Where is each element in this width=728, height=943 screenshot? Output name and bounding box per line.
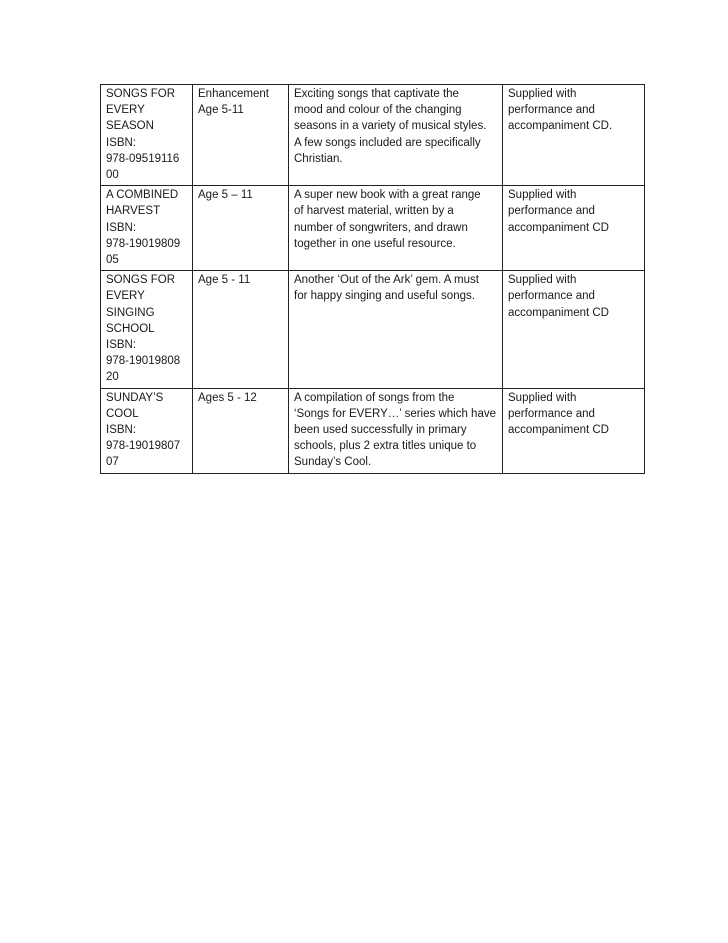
isbn-number: 20 bbox=[106, 371, 119, 384]
isbn-number: 978-19019809 bbox=[106, 237, 181, 250]
description-line: ‘Songs for EVERY…’ series which have bbox=[294, 407, 496, 420]
description-line: together in one useful resource. bbox=[294, 237, 456, 250]
age-cell bbox=[193, 186, 289, 271]
table-row bbox=[101, 271, 645, 388]
table-row bbox=[101, 85, 645, 186]
supplied-line: Supplied with bbox=[508, 391, 577, 404]
table-row bbox=[101, 186, 645, 271]
isbn-label: ISBN: bbox=[106, 221, 137, 234]
title-line: SONGS FOR bbox=[106, 274, 176, 287]
description-line: of harvest material, written by a bbox=[294, 205, 454, 218]
title-cell bbox=[101, 388, 193, 473]
supplied-line: performance and bbox=[508, 290, 595, 303]
isbn-number: 07 bbox=[106, 456, 119, 469]
age-line: Enhancement bbox=[198, 88, 269, 100]
age-cell bbox=[193, 85, 289, 186]
title-line: SINGING bbox=[106, 306, 155, 319]
age-cell bbox=[193, 271, 289, 388]
supplied-cell bbox=[503, 85, 645, 186]
supplied-cell bbox=[503, 271, 645, 388]
age-cell bbox=[193, 388, 289, 473]
title-line: SCHOOL bbox=[106, 322, 155, 335]
age-line: Age 5-11 bbox=[198, 104, 244, 117]
isbn-number: 00 bbox=[106, 169, 119, 182]
title-line: SUNDAY’S bbox=[106, 391, 164, 404]
isbn-number: 978-19019807 bbox=[106, 440, 181, 453]
title-line: SONGS FOR bbox=[106, 88, 176, 100]
description-line: A super new book with a great range bbox=[294, 189, 481, 202]
age-line: Age 5 - 11 bbox=[198, 274, 251, 287]
supplied-line: accompaniment CD bbox=[508, 424, 609, 437]
supplied-cell bbox=[503, 388, 645, 473]
supplied-line: accompaniment CD bbox=[508, 306, 609, 319]
isbn-label: ISBN: bbox=[106, 136, 137, 149]
description-line: Christian. bbox=[294, 152, 343, 165]
isbn-number: 05 bbox=[106, 254, 119, 267]
isbn-number: 978-19019808 bbox=[106, 355, 181, 368]
title-line: HARVEST bbox=[106, 205, 161, 218]
description-line: been used successfully in primary bbox=[294, 424, 467, 437]
description-line: Sunday’s Cool. bbox=[294, 456, 372, 469]
description-cell bbox=[289, 186, 503, 271]
description-cell bbox=[289, 388, 503, 473]
table-row bbox=[101, 388, 645, 473]
supplied-line: accompaniment CD bbox=[508, 221, 609, 234]
supplied-cell bbox=[503, 186, 645, 271]
supplied-line: Supplied with bbox=[508, 274, 577, 287]
title-cell bbox=[101, 85, 193, 186]
description-cell bbox=[289, 271, 503, 388]
title-line: SEASON bbox=[106, 120, 154, 133]
title-cell bbox=[101, 186, 193, 271]
description-line: seasons in a variety of musical styles. bbox=[294, 120, 487, 133]
age-line: Age 5 – 11 bbox=[198, 189, 253, 202]
description-line: mood and colour of the changing bbox=[294, 104, 462, 117]
description-line: Exciting songs that captivate the bbox=[294, 88, 459, 100]
description-line: A compilation of songs from the bbox=[294, 391, 455, 404]
isbn-label: ISBN: bbox=[106, 339, 137, 352]
title-line: A COMBINED bbox=[106, 189, 179, 202]
description-line: for happy singing and useful songs. bbox=[294, 290, 475, 303]
isbn-number: 978-09519116 bbox=[106, 152, 180, 165]
supplied-line: Supplied with bbox=[508, 88, 577, 100]
songbook-table bbox=[100, 84, 645, 474]
isbn-label: ISBN: bbox=[106, 424, 137, 437]
supplied-line: performance and bbox=[508, 104, 595, 117]
description-line: A few songs included are specifically bbox=[294, 136, 481, 149]
age-line: Ages 5 - 12 bbox=[198, 391, 257, 404]
description-line: number of songwriters, and drawn bbox=[294, 221, 468, 234]
title-cell bbox=[101, 271, 193, 388]
title-line: EVERY bbox=[106, 104, 145, 117]
title-line: COOL bbox=[106, 407, 139, 420]
description-line: schools, plus 2 extra titles unique to bbox=[294, 440, 477, 453]
title-line: EVERY bbox=[106, 290, 145, 303]
supplied-line: performance and bbox=[508, 205, 595, 218]
supplied-line: performance and bbox=[508, 407, 595, 420]
supplied-line: accompaniment CD. bbox=[508, 120, 613, 133]
description-line: Another ‘Out of the Ark’ gem. A must bbox=[294, 274, 479, 287]
supplied-line: Supplied with bbox=[508, 189, 577, 202]
description-cell bbox=[289, 85, 503, 186]
